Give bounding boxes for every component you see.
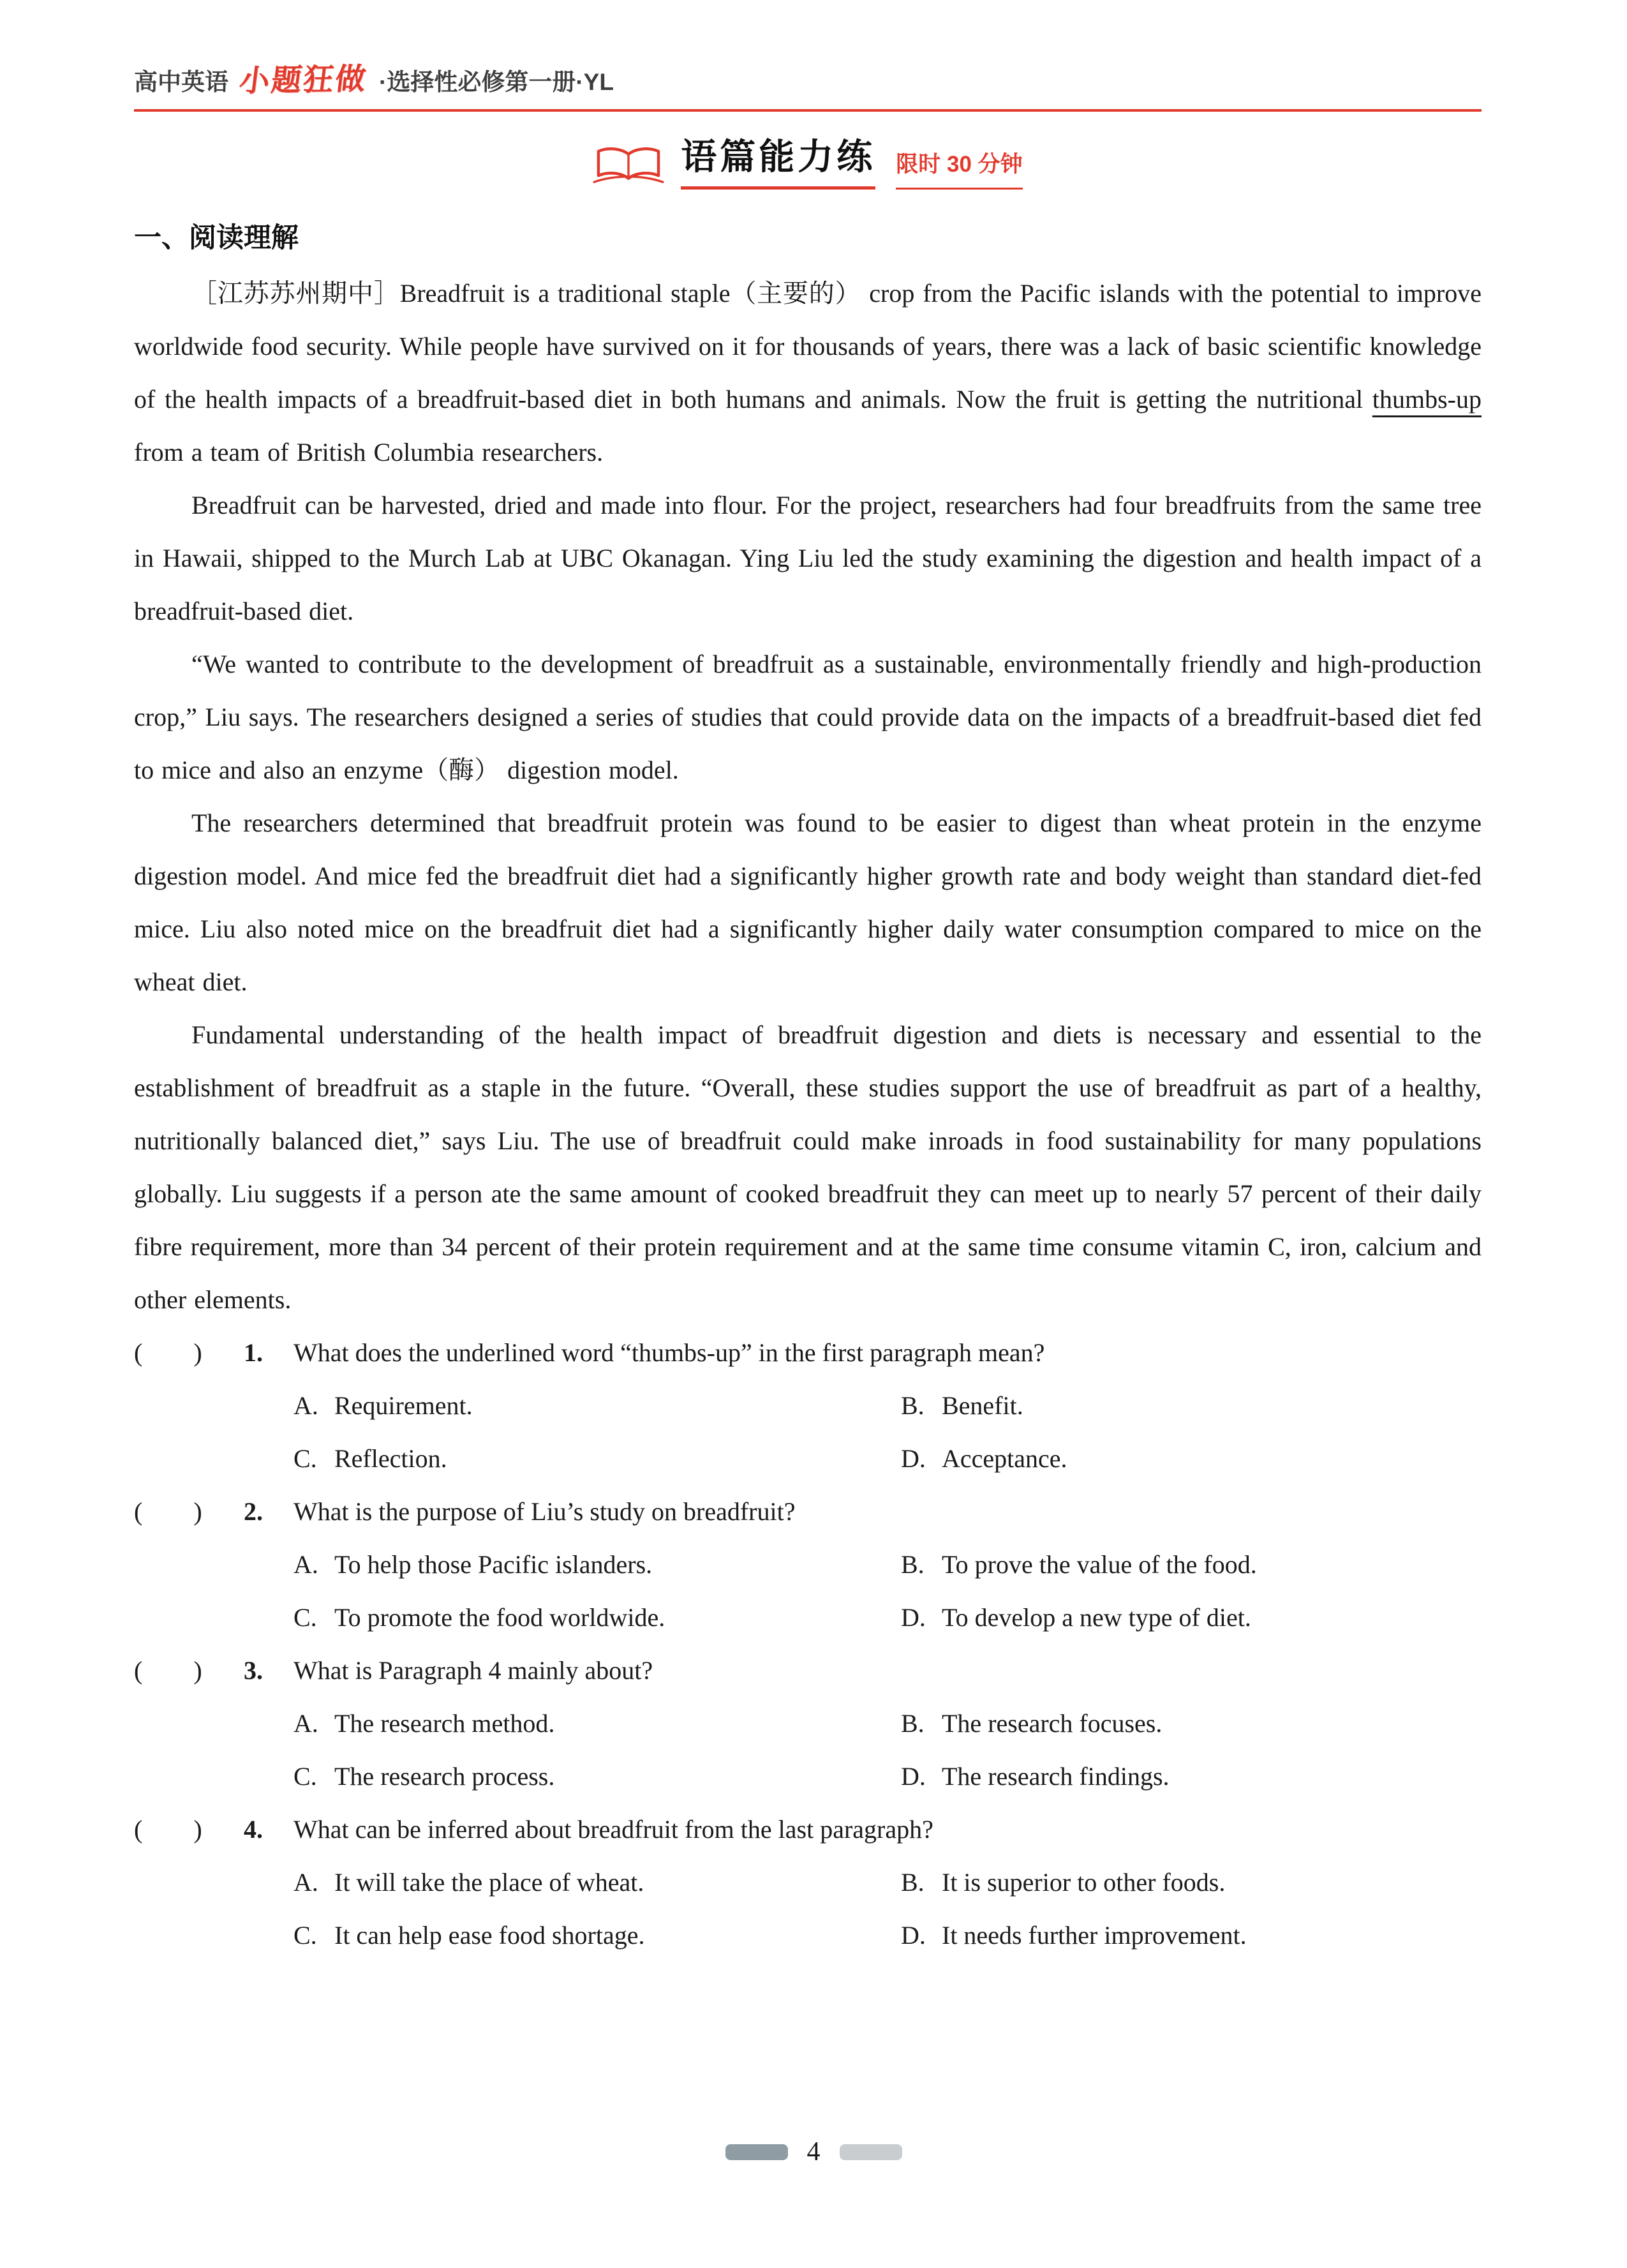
option-text: It will take the place of wheat. <box>334 1868 644 1897</box>
header-course-title: 高中英语 <box>134 69 228 95</box>
page-number: 4 <box>806 2137 821 2167</box>
option-label: B. <box>901 1391 925 1420</box>
question-4-stem-row <box>134 1803 1482 1856</box>
passage-paragraph-5: Fundamental understanding of the health impact of breadfruit digestion and diets is necessary and essential to the establishment of breadfruit as a staple in the future. “Overall, these studies support the use of breadfruit as part of a healthy, nutritionally balanced diet,” says Liu. The use of breadfruit could make inroads in food sustainability for many populations globally. Liu suggests if a person ate the same amount of cooked breadfruit they can meet up to nearly 57 percent of their daily fibre requirement, more than 34 percent of their protein requirement and at the same time consume vitamin C, iron, calcium and other elements. <box>134 1020 1482 1314</box>
reading-passage <box>134 267 1482 1326</box>
underlined-word: thumbs-up <box>1372 385 1482 414</box>
footer-ornament-right <box>840 2144 902 2160</box>
option-text: The research process. <box>334 1762 555 1791</box>
question-3-option-b <box>901 1697 1482 1750</box>
passage-paragraph-2: Breadfruit can be harvested, dried and made into flour. For the project, researchers had four breadfruits from the same tree in Hawaii, shipped to the Murch Lab at UBC Okanagan. Ying Liu led the study examining the digestion and health impact of a breadfruit-based diet. <box>134 491 1482 625</box>
passage-paragraph-4: The researchers determined that breadfruit protein was found to be easier to digest than wheat protein in the enzyme digestion model. And mice fed the breadfruit diet had a significantly higher growth rate and body weight than standard diet-fed mice. Liu also noted mice on the breadfruit diet had a significantly higher daily water consumption compared to mice on the wheat diet. <box>134 809 1482 996</box>
question-3-option-a <box>293 1697 901 1750</box>
page-header <box>134 56 1482 99</box>
question-4-option-a <box>293 1856 901 1909</box>
question-4-stem: What can be inferred about breadfruit from the last paragraph? <box>293 1815 933 1844</box>
option-text: The research focuses. <box>942 1709 1163 1738</box>
option-label: A. <box>293 1868 318 1897</box>
exercise-banner <box>134 133 1482 190</box>
question-4-answer-blank: ( ) <box>134 1815 202 1844</box>
question-1-options <box>293 1379 1482 1485</box>
question-2-option-d <box>901 1591 1482 1644</box>
question-4-option-d <box>901 1909 1482 1962</box>
question-2-stem-row <box>134 1485 1482 1538</box>
question-2-number: 2. <box>244 1497 263 1526</box>
question-2-option-c <box>293 1591 901 1644</box>
question-1 <box>134 1326 1482 1485</box>
option-label: B. <box>901 1868 925 1897</box>
banner-title: 语篇能力练 <box>681 129 875 190</box>
option-label: D. <box>901 1762 926 1791</box>
question-2-option-a <box>293 1538 901 1591</box>
question-2-options <box>293 1538 1482 1644</box>
option-text: Acceptance. <box>942 1444 1067 1473</box>
header-divider <box>134 109 1482 112</box>
passage-paragraph-3: “We wanted to contribute to the development of breadfruit as a sustainable, environmentally friendly and high-production crop,” Liu says. The researchers designed a series of studies that could provide data on the impacts of a breadfruit-based diet fed to mice and also an enzyme（酶） digestion model. <box>134 650 1482 784</box>
question-3-answer-blank: ( ) <box>134 1656 202 1685</box>
option-text: It is superior to other foods. <box>942 1868 1226 1897</box>
option-label: A. <box>293 1550 318 1579</box>
question-1-stem: What does the underlined word “thumbs-up” in the first paragraph mean? <box>293 1338 1045 1367</box>
option-label: B. <box>901 1550 925 1579</box>
open-book-icon <box>593 145 664 186</box>
question-4-options <box>293 1856 1482 1962</box>
question-2-option-b <box>901 1538 1482 1591</box>
option-text: It can help ease food shortage. <box>334 1921 645 1950</box>
question-1-option-d <box>901 1432 1482 1485</box>
option-text: The research findings. <box>942 1762 1170 1791</box>
question-list <box>134 1326 1482 1962</box>
question-1-option-c <box>293 1432 901 1485</box>
option-text: Benefit. <box>942 1391 1023 1420</box>
question-1-stem-row <box>134 1326 1482 1379</box>
option-text: The research method. <box>334 1709 555 1738</box>
option-label: D. <box>901 1921 926 1950</box>
header-edition: ·选择性必修第一册·YL <box>379 69 614 95</box>
option-label: D. <box>901 1444 926 1473</box>
option-text: Reflection. <box>334 1444 447 1473</box>
question-4-number: 4. <box>244 1815 263 1844</box>
question-4-option-c <box>293 1909 901 1962</box>
question-3 <box>134 1644 1482 1803</box>
option-label: C. <box>293 1603 317 1632</box>
option-label: A. <box>293 1391 318 1420</box>
option-label: C. <box>293 1762 317 1791</box>
option-label: A. <box>293 1709 318 1738</box>
question-3-options <box>293 1697 1482 1803</box>
question-2-answer-blank: ( ) <box>134 1497 202 1526</box>
option-text: It needs further improvement. <box>942 1921 1247 1950</box>
question-3-option-c <box>293 1750 901 1803</box>
question-3-stem-row <box>134 1644 1482 1697</box>
option-label: C. <box>293 1444 317 1473</box>
section-title: 一、阅读理解 <box>134 223 299 253</box>
option-label: D. <box>901 1603 926 1632</box>
passage-paragraph-1-text: Breadfruit is a traditional staple（主要的） crop from the Pacific islands with the potential to improve worldwide food security. While people have survived on it for thousands of years, there was a lack of basic scientific knowledge of the health impacts of a breadfruit-based diet in both humans and animals. Now the fruit is getting the nutritional <box>134 279 1482 414</box>
page-footer <box>0 2137 1627 2167</box>
series-logo: 小题狂做 <box>237 61 370 98</box>
passage-source-tag: ［江苏苏州期中］ <box>191 279 400 308</box>
option-text: To develop a new type of diet. <box>942 1603 1251 1632</box>
question-4 <box>134 1803 1482 1962</box>
option-text: To promote the food worldwide. <box>334 1603 665 1632</box>
question-1-option-b <box>901 1379 1482 1432</box>
option-label: B. <box>901 1709 925 1738</box>
option-text: Requirement. <box>334 1391 473 1420</box>
passage-paragraph-1-tail: from a team of British Columbia researchers. <box>134 438 604 466</box>
question-2-stem: What is the purpose of Liu’s study on breadfruit? <box>293 1497 796 1526</box>
question-3-stem: What is Paragraph 4 mainly about? <box>293 1656 653 1685</box>
question-1-answer-blank: ( ) <box>134 1338 202 1367</box>
question-2 <box>134 1485 1482 1644</box>
option-text: To help those Pacific islanders. <box>334 1550 653 1579</box>
passage-paragraph-1 <box>134 267 1482 479</box>
question-1-option-a <box>293 1379 901 1432</box>
question-3-option-d <box>901 1750 1482 1803</box>
question-4-option-b <box>901 1856 1482 1909</box>
question-3-number: 3. <box>244 1656 263 1685</box>
option-label: C. <box>293 1921 317 1950</box>
option-text: To prove the value of the food. <box>942 1550 1257 1579</box>
footer-ornament-left <box>725 2144 788 2160</box>
time-limit-label: 限时 30 分钟 <box>896 147 1022 190</box>
question-1-number: 1. <box>244 1338 263 1367</box>
